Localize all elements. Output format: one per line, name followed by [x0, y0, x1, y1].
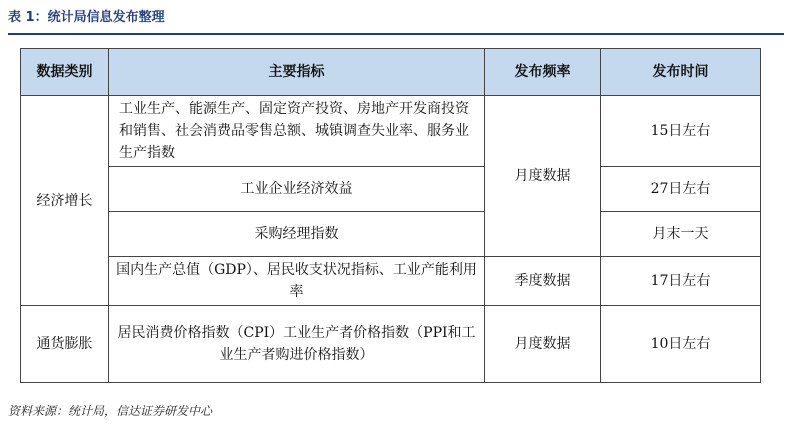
- time-cell: 月末一天: [601, 212, 761, 257]
- time-cell: 17日左右: [601, 257, 761, 306]
- header-frequency: 发布频率: [485, 49, 601, 96]
- table-row: [21, 167, 761, 212]
- category-cell: 经济增长: [21, 96, 109, 306]
- category-cell: 通货膨胀: [21, 306, 109, 383]
- indicator-cell: 工业生产、能源生产、固定资产投资、房地产开发商投资和销售、社会消费品零售总额、城镇调查失业率、服务业生产指数: [109, 96, 485, 167]
- header-indicator: 主要指标: [109, 49, 485, 96]
- table-row: [21, 306, 761, 383]
- header-category: 数据类别: [21, 49, 109, 96]
- header-row: [21, 49, 761, 96]
- source-note: 资料来源：统计局，信达证券研发中心: [8, 404, 213, 418]
- frequency-cell: 月度数据: [485, 96, 601, 257]
- table-row: [21, 212, 761, 257]
- header-time: 发布时间: [601, 49, 761, 96]
- frequency-cell: 月度数据: [485, 306, 601, 383]
- indicator-cell: 采购经理指数: [109, 212, 485, 257]
- indicator-cell: 工业企业经济效益: [109, 167, 485, 212]
- release-table: [20, 48, 761, 383]
- indicator-cell: 国内生产总值（GDP）、居民收支状况指标、工业产能利用率: [109, 257, 485, 306]
- caption-rule: [8, 33, 784, 35]
- frequency-cell: 季度数据: [485, 257, 601, 306]
- table-caption: 表 1：统计局信息发布整理: [8, 10, 165, 25]
- time-cell: 15日左右: [601, 96, 761, 167]
- time-cell: 10日左右: [601, 306, 761, 383]
- table-row: [21, 96, 761, 167]
- indicator-cell: 居民消费价格指数（CPI）工业生产者价格指数（PPI和工业生产者购进价格指数）: [109, 306, 485, 383]
- table-row: [21, 257, 761, 306]
- time-cell: 27日左右: [601, 167, 761, 212]
